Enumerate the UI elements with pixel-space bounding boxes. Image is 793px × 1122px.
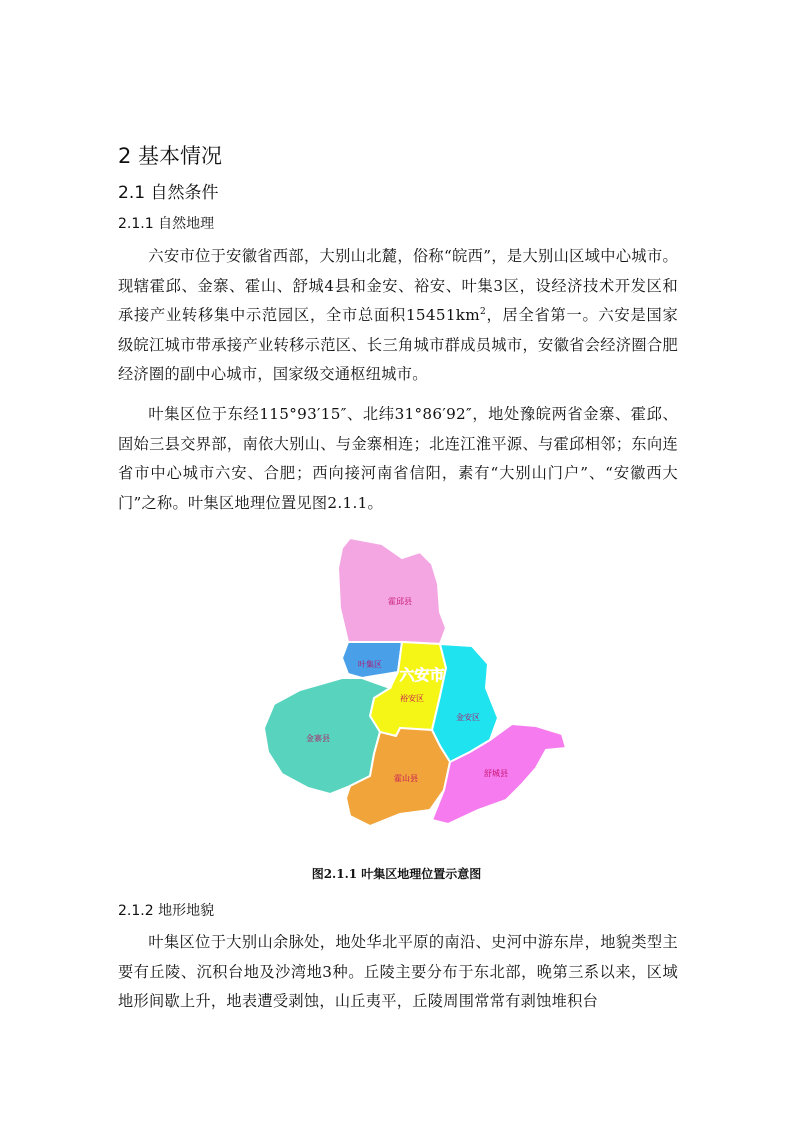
paragraph-luan-text-a: 六安市位于安徽省西部，大别山北麓，俗称“皖西”，是大别山区域中心城市。现辖霍邱、金寨、霍山、舒城4县和金安、裕安、叶集3区，设经济技术开发区和承接产业转移集中示范园区，全市总面积15451km: [118, 247, 678, 325]
paragraph-terrain: 叶集区位于大别山余脉处，地处华北平原的南沿、史河中游东岸，地貌类型主要有丘陵、沉积台地及沙湾地3种。丘陵主要分布于东北部，晚第三系以来，区域地形间歇上升，地表遭受剥蚀，山丘夷平，丘陵周围常常有剥蚀堆积台: [118, 933, 678, 1011]
map-label-jinan: 金安区: [456, 713, 480, 722]
figure-caption: 图2.1.1 叶集区地理位置示意图: [311, 867, 482, 881]
area-unit-superscript: 2: [479, 307, 487, 318]
map-label-huoqiu: 霍邱县: [388, 597, 412, 606]
map-label-yuan: 裕安区: [400, 694, 424, 703]
section-title: 2 基本情况: [118, 144, 223, 168]
map-label-jinzhai: 金寨县: [306, 734, 330, 743]
subsection-title: 2.1 自然条件: [118, 183, 219, 203]
geography-heading: 2.1.1 自然地理: [118, 216, 215, 232]
map-region-huoqiu: [338, 538, 446, 646]
location-map: [250, 528, 575, 830]
map-label-huoshan: 霍山县: [394, 774, 418, 783]
map-city-label: 六安市: [399, 666, 445, 684]
map-label-yeji: 叶集区: [358, 660, 382, 669]
paragraph-luan-overview: [118, 242, 678, 390]
paragraph-yeji-location: 叶集区位于东经115°93′15″、北纬31°86′92″，地处豫皖两省金寨、霍邱、固始三县交界部，南依大别山、与金寨相连；北连江淮平源、与霍邱相邻；东向连省市中心城市六安、合肥；西向接河南省信阳，素有“大别山门户”、“安徽西大门”之称。叶集区地理位置见图2.1.1。: [118, 405, 678, 512]
map-label-shucheng: 舒城县: [484, 769, 508, 778]
paragraph-luan-text-b: ，居全省第一。六安是国家级皖江城市带承接产业转移示范区、长三角城市群成员城市，安徽省会经济圈合肥经济圈的副中心城市，国家级交通枢纽城市。: [118, 306, 678, 384]
terrain-heading: 2.1.2 地形地貌: [118, 903, 215, 919]
